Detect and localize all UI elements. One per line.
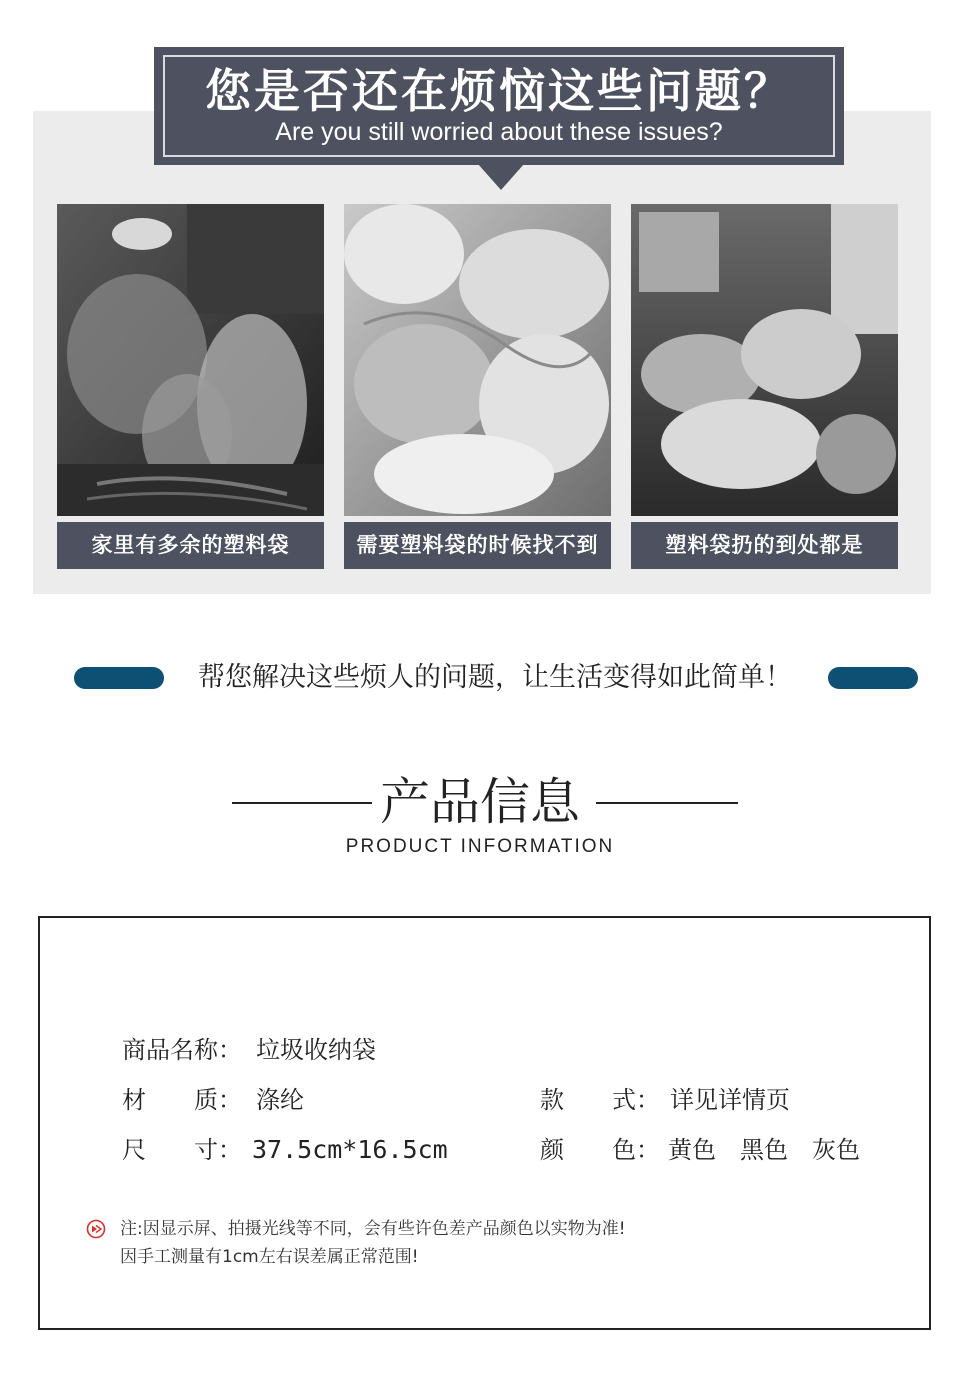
heading-rule-left xyxy=(232,802,372,804)
decorative-pill-right xyxy=(828,667,918,689)
product-info-title: 产品信息 xyxy=(380,773,580,831)
size-value: 37.5cm*16.5cm xyxy=(252,1135,448,1164)
decorative-pill-left xyxy=(74,667,164,689)
note-line-1: 注:因显示屏、拍摄光线等不同，会有些许色差产品颜色以实物为准! xyxy=(120,1219,626,1239)
banner-title: 您是否还在烦恼这些问题？ xyxy=(205,64,793,118)
product-info-subtitle: PRODUCT INFORMATION xyxy=(345,836,615,857)
color-value: 黄色 黑色 灰色 xyxy=(668,1136,860,1164)
photo-scattered-bags xyxy=(631,204,898,516)
problem-banner xyxy=(154,47,844,165)
style-label: 款 式： xyxy=(540,1086,660,1114)
solution-tagline: 帮您解决这些烦人的问题，让生活变得如此简单！ xyxy=(198,662,792,693)
material-label: 材 质： xyxy=(122,1086,242,1114)
color-label: 颜 色： xyxy=(540,1136,660,1164)
heading-rule-right xyxy=(596,802,738,804)
material-value: 涤纶 xyxy=(256,1086,304,1114)
banner-subtitle: Are you still worried about these issues? xyxy=(275,118,723,146)
style-value: 详见详情页 xyxy=(670,1086,790,1114)
name-label: 商品名称： xyxy=(122,1036,242,1064)
banner-pointer-arrow xyxy=(478,164,524,190)
problem-caption-3: 塑料袋扔的到处都是 xyxy=(631,522,898,569)
problem-caption-2: 需要塑料袋的时候找不到 xyxy=(344,522,611,569)
photo-hands-with-bags xyxy=(57,204,324,516)
photo-bag-pile xyxy=(344,204,611,516)
arrow-circle-icon xyxy=(86,1219,106,1239)
note-line-2: 因手工测量有1cm左右误差属正常范围! xyxy=(120,1247,419,1267)
size-label: 尺 寸： xyxy=(122,1136,242,1164)
problem-caption-1: 家里有多余的塑料袋 xyxy=(57,522,324,569)
name-value: 垃圾收纳袋 xyxy=(256,1036,376,1064)
